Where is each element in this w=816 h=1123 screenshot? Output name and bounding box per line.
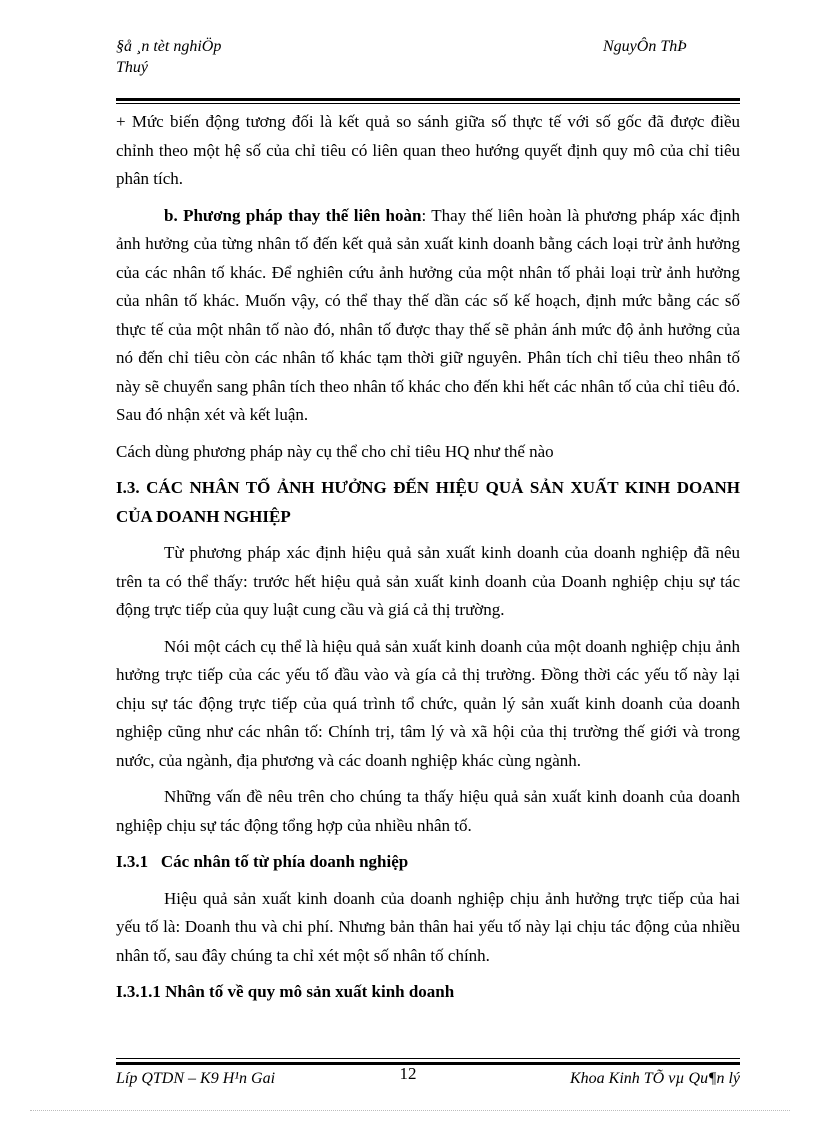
page-body — [116, 108, 740, 1007]
header-author-name: NguyÔn ThÞ — [603, 38, 687, 55]
header-author-name-cont: Thuý — [116, 59, 148, 76]
substitution-method-title: b. Phương pháp thay thế liên hoàn — [164, 205, 422, 225]
section-heading-i31: I.3.1 Các nhân tố từ phía doanh nghiệp — [116, 852, 409, 871]
page-edge-dotted-line — [30, 1110, 790, 1111]
section-heading-i311: I.3.1.1 Nhân tố về quy mô sản xuất kinh doanh — [116, 982, 455, 1001]
section-heading-i3: I.3. CÁC NHÂN TỐ ẢNH HƯỞNG ĐẾN HIỆU QUẢ SẢN XUẤT KINH DOANH CỦA DOANH NGHIỆP — [116, 478, 740, 526]
header-left — [116, 36, 221, 78]
paragraph-summary: Những vấn đề nêu trên cho chúng ta thấy hiệu quả sản xuất kinh doanh của doanh nghiệp chịu sự tác động tổng hợp của nhiều nhân tố. — [116, 787, 740, 835]
paragraph-intro: Từ phương pháp xác định hiệu quả sản xuất kinh doanh của doanh nghiệp đã nêu trên ta có thể thấy: trước hết hiệu quả sản xuất kinh doanh của Doanh nghiệp chịu sự tác động trực tiếp của quy luật cung cầu và giá cả thị trường. — [116, 543, 740, 619]
paragraph-factors-detail: Nói một cách cụ thể là hiệu quả sản xuất kinh doanh của một doanh nghiệp chịu ảnh hưởng trực tiếp của các yếu tố đầu vào và gía cả thị trường. Đồng thời các yếu tố này lại chịu sự tác động trực tiếp của quá trình tổ chức, quản lý sản xuất kinh doanh của doanh nghiệp cũng như các nhân tố: Chính trị, tâm lý và xã hội của thị trường thế giới và trong nước, của ngành, địa phương và các doanh nghiệp khác cùng ngành. — [116, 636, 740, 770]
footer-faculty-name: Khoa Kinh TÕ vµ Qu¶n lý — [569, 1070, 740, 1087]
header-doc-title: §å ¸n tèt nghiÖp — [116, 38, 222, 55]
header-rule-thick — [116, 98, 740, 101]
substitution-method-text: : Thay thế liên hoàn là phương pháp xác định ảnh hưởng của từng nhân tố đến kết quả sản xuất kinh doanh bằng cách loại trừ ảnh hưởng của các nhân tố khác. Để nghiên cứu ảnh hưởng của một nhân tố phải loại trừ ảnh hưởng của nhân tố khác. Muốn vậy, có thể thay thế dần các số kế hoạch, định mức bằng các số thực tế của một nhân tố nào đó, nhân tố được thay thế sẽ phản ánh mức độ ảnh hưởng của nó đến chỉ tiêu còn các nhân tố khác tạm thời giữ nguyên. Phân tích chỉ tiêu theo nhân tố này sẽ chuyển sang phân tích theo nhân tố khác cho đến khi hết các nhân tố của chỉ tiêu đó. Sau đó nhận xét và kết luận. — [116, 205, 741, 424]
paragraph-relative-variation: + Mức biến động tương đối là kết quả so sánh giữa số thực tế với số gốc đã được điều chỉnh theo một hệ số của chỉ tiêu có liên quan theo hướng quyết định quy mô của chỉ tiêu phân tích. — [116, 112, 740, 188]
page-number: 12 — [399, 1064, 417, 1083]
header-rule-thin — [116, 103, 740, 104]
paragraph-revenue-cost: Hiệu quả sản xuất kinh doanh của doanh nghiệp chịu ảnh hưởng trực tiếp của hai yếu tố là: Doanh thu và chi phí. Nhưng bản thân hai yếu tố này lại chịu tác động của nhiều nhân tố, sau đây chúng ta chỉ xét một số nhân tố chính. — [116, 888, 740, 965]
paragraph-substitution-method — [116, 202, 740, 430]
footer-class-name: Líp QTDN – K9 H¹n Gai — [116, 1070, 276, 1087]
paragraph-question: Cách dùng phương pháp này cụ thể cho chỉ tiêu HQ như thế nào — [116, 441, 554, 461]
footer-rule-thin — [116, 1058, 740, 1059]
